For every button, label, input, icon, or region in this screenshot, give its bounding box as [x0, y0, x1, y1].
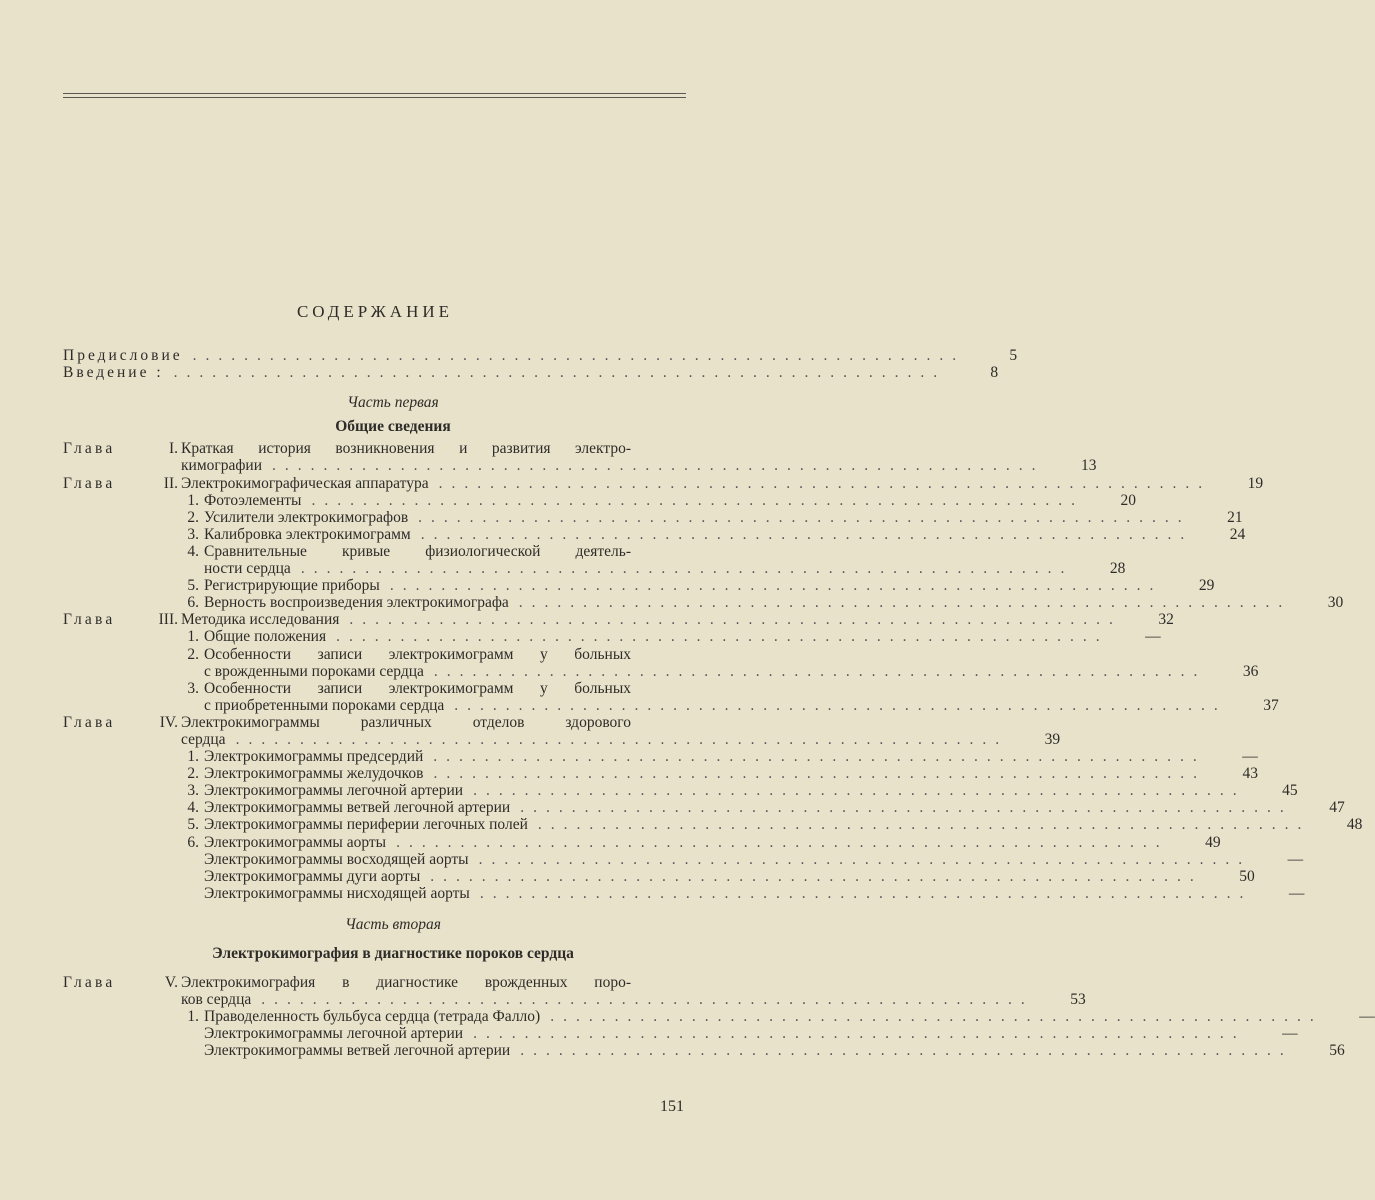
entry-title-text: Электрокимограммы различных отделов здорового [181, 713, 631, 731]
entry-title-text: Особенности записи электрокимограмм у больных [204, 645, 631, 663]
entry-title [204, 577, 1162, 594]
dot-leader: ............................................................ [479, 884, 1253, 902]
part-heading: Часть первая [347, 394, 439, 412]
toc-entry[interactable] [63, 1042, 1345, 1060]
toc-entry[interactable] [63, 850, 1304, 868]
chapter-label [63, 577, 130, 594]
entry-title [204, 868, 1203, 885]
entry-number: 1. [187, 1008, 199, 1026]
entry-title [204, 697, 1227, 714]
entry-title-text: кимографии [181, 457, 263, 475]
page-ref: 24 [1229, 525, 1246, 543]
entry-title-text: Праводеленность бульбуса сердца (тетрада Фалло) [204, 1008, 541, 1026]
page-ref: 20 [1120, 491, 1136, 509]
page-ref: 53 [1070, 991, 1086, 1009]
page-ref [631, 680, 683, 697]
entry-title-text: Электрокимограммы периферии легочных полей [204, 816, 528, 834]
toc-entry-line [63, 782, 1298, 800]
toc-entry[interactable] [63, 713, 1061, 748]
dot-leader: ............................................................ [336, 628, 1109, 646]
dot-leader: ............................................................ [518, 594, 1292, 612]
section-heading: Общие сведения [335, 418, 451, 436]
dot-leader: ............................................................ [473, 782, 1246, 800]
entry-title [181, 714, 631, 731]
page-ref: 39 [1044, 730, 1061, 748]
toc-entry-line [63, 1008, 1375, 1026]
toc-entry[interactable] [63, 679, 1279, 714]
entry-number: 4. [187, 542, 199, 560]
entry-title-text: Электрокимограммы предсердий [204, 748, 424, 766]
chapter-label [63, 885, 130, 902]
entry-title [204, 799, 1293, 816]
section-heading: Электрокимография в диагностике пороков сердца [212, 945, 574, 962]
entry-title-text: Верность воспроизведения электрокимографа [204, 594, 509, 612]
page-ref [631, 714, 683, 731]
toc-entry[interactable] [63, 799, 1345, 817]
dot-leader: ............................................................ [300, 560, 1074, 578]
page-ref: 19 [1247, 474, 1264, 492]
chapter-label [63, 492, 130, 509]
dot-leader: ............................................................ [192, 347, 966, 364]
entry-title [181, 731, 1008, 748]
entry-title [181, 475, 1211, 492]
toc-entry-line [63, 816, 1363, 834]
toc-entry[interactable] [63, 577, 1215, 595]
chapter-label: Глава [63, 440, 116, 458]
entry-title [204, 628, 1109, 645]
entry-number: 6. [187, 594, 199, 612]
entry-title [204, 782, 1246, 799]
chapter-label: Глава [63, 713, 116, 731]
toc-entry-line [63, 662, 1259, 680]
entry-title [181, 991, 1034, 1008]
toc-entry-line [63, 884, 1305, 902]
entry-number: IV. [159, 713, 178, 731]
toc-entry-line [63, 525, 1246, 543]
entry-title [181, 611, 1122, 628]
toc-entry-line [63, 560, 1126, 578]
toc-entry-line [63, 364, 999, 382]
chapter-label [63, 868, 130, 885]
entry-title-text: Электрокимограммы ветвей легочной артерии [204, 1042, 511, 1060]
entry-number: 5. [187, 577, 199, 595]
entry-title [204, 851, 1251, 868]
toc-entry[interactable] [63, 594, 1344, 612]
entry-title-text: Общие положения [204, 628, 327, 646]
dot-leader: ............................................................ [478, 850, 1252, 868]
dot-leader: ............................................................ [537, 816, 1311, 834]
dot-leader: ............................................................ [433, 748, 1206, 766]
entry-number: III. [158, 611, 178, 629]
entry-number: 3. [187, 525, 199, 543]
table-of-contents [63, 347, 1375, 1060]
toc-entry[interactable] [63, 1008, 1375, 1026]
toc-entry[interactable] [63, 347, 1018, 364]
chapter-label [63, 765, 130, 782]
entry-title-text: Электрокимограммы дуги аорты [204, 867, 421, 885]
entry-title-text: Методика исследования [181, 611, 340, 629]
page-ref: 47 [1329, 799, 1345, 817]
toc-entry[interactable] [63, 867, 1255, 885]
dot-leader: ............................................................ [438, 474, 1212, 492]
entry-title-text: Предисловие [63, 347, 183, 364]
page-ref [631, 974, 683, 991]
chapter-label [63, 799, 130, 816]
toc-entry-line [63, 474, 1264, 492]
page-ref: 36 [1242, 662, 1259, 680]
chapter-label [63, 628, 130, 645]
toc-entry-line [63, 867, 1255, 885]
chapter-label [63, 526, 130, 543]
page-ref: 29 [1198, 577, 1215, 595]
toc-entry[interactable] [63, 884, 1305, 902]
chapter-label [63, 1008, 130, 1025]
toc-entry[interactable] [63, 542, 1126, 578]
entry-title-text: Электрокимографическая аппаратура [181, 474, 429, 492]
toc-entry[interactable] [63, 782, 1298, 800]
toc-entry-line [63, 748, 1258, 766]
page-number: 151 [660, 1098, 684, 1115]
toc-entry[interactable] [63, 611, 1174, 629]
entry-title [204, 885, 1252, 902]
dot-leader: ............................................................ [418, 508, 1191, 526]
page-ref: — [1359, 1008, 1375, 1026]
entry-number: 2. [187, 645, 199, 663]
page-ref [631, 440, 683, 457]
page-ref: 30 [1327, 594, 1344, 612]
entry-title-text: Электрокимография в диагностике врожденных поро- [181, 974, 631, 992]
chapter-label [63, 748, 130, 765]
page-ref: 32 [1158, 611, 1174, 629]
page-ref: 8 [990, 364, 999, 382]
toc-entry-line [63, 696, 1279, 714]
toc-entry[interactable] [63, 765, 1258, 783]
chapter-label: Глава [63, 611, 116, 629]
toc-entry-line [63, 457, 1097, 475]
chapter-label [63, 834, 130, 851]
chapter-label [63, 1025, 130, 1042]
dot-leader: ............................................................ [454, 696, 1227, 714]
entry-number: 4. [187, 799, 199, 817]
page-ref [631, 646, 683, 663]
toc-entry[interactable] [63, 440, 1097, 475]
entry-number [130, 868, 204, 885]
page-ref: 5 [1009, 347, 1018, 364]
entry-title [204, 543, 631, 560]
entry-title [204, 646, 631, 663]
entry-number: I. [168, 440, 178, 458]
toc-entry-line [63, 543, 683, 560]
toc-entry-line [63, 680, 683, 697]
entry-title-text: ков сердца [181, 991, 252, 1009]
entry-title-text: сердца [181, 730, 226, 748]
dot-leader: ............................................................ [311, 491, 1084, 509]
entry-number [130, 885, 204, 902]
dot-leader: ............................................................ [433, 662, 1207, 680]
entry-title [204, 834, 1169, 851]
toc-entry[interactable] [63, 525, 1246, 543]
entry-number [130, 991, 181, 1008]
page-ref: 37 [1263, 696, 1279, 714]
entry-title [204, 680, 631, 697]
chapter-label: Глава [63, 974, 116, 992]
dot-leader: ............................................................ [520, 799, 1293, 817]
page-title: СОДЕРЖАНИЕ [296, 302, 454, 321]
toc-entry-line [63, 347, 1018, 364]
toc-entry-line [63, 991, 1086, 1009]
toc-entry[interactable] [63, 974, 1086, 1009]
entry-title-text: ности сердца [204, 560, 291, 578]
entry-number: 2. [187, 765, 199, 783]
entry-number: 3. [187, 679, 199, 697]
entry-number [130, 1042, 204, 1059]
toc-entry[interactable] [63, 628, 1161, 646]
entry-title-text: Электрокимограммы легочной артерии [204, 782, 464, 800]
toc-entry[interactable] [63, 833, 1221, 851]
page-ref: — [1288, 884, 1305, 902]
chapter-label [63, 594, 130, 611]
entry-title-text: с приобретенными пороками сердца [204, 696, 445, 714]
dot-leader: ............................................................ [396, 833, 1169, 851]
entry-title [204, 492, 1084, 509]
toc-entry-line [63, 799, 1345, 817]
entry-title [204, 594, 1291, 611]
chapter-label [63, 731, 130, 748]
chapter-label [63, 816, 130, 833]
dot-leader: ............................................................ [473, 1025, 1246, 1043]
entry-title-text: Электрокимограммы нисходящей аорты [204, 884, 470, 902]
part-heading: Часть вторая [345, 915, 441, 933]
page-ref: 45 [1282, 782, 1298, 800]
entry-title-text: с врожденными пороками сердца [204, 662, 424, 680]
entry-number [130, 663, 204, 680]
dot-leader: ............................................................ [433, 765, 1206, 783]
entry-title-text: Введение : [63, 364, 164, 382]
chapter-label [63, 543, 130, 560]
chapter-label [63, 663, 130, 680]
toc-entry[interactable] [63, 474, 1264, 492]
entry-title-text: Электрокимограммы легочной артерии [204, 1025, 464, 1043]
entry-number [130, 851, 204, 868]
entry-number [130, 731, 181, 748]
page-ref: 13 [1081, 457, 1097, 475]
chapter-label [63, 851, 130, 868]
entry-title [204, 663, 1206, 680]
page-ref: 56 [1329, 1042, 1345, 1060]
entry-title-text: Электрокимограммы желудочков [204, 765, 424, 783]
dot-leader: ............................................................ [389, 577, 1163, 595]
page-ref: 28 [1109, 560, 1126, 578]
entry-number [130, 457, 181, 474]
entry-title-text: Регистрирующие приборы [204, 577, 380, 595]
page-ref: — [1145, 628, 1161, 646]
entry-number: V. [164, 974, 178, 992]
chapter-label: Глава [63, 474, 116, 492]
toc-entry[interactable] [63, 1025, 1298, 1043]
entry-number: 6. [187, 833, 199, 851]
entry-title-text: Электрокимограммы ветвей легочной артерии [204, 799, 511, 817]
toc-entry-line [63, 508, 1243, 526]
toc-entry-line [63, 646, 683, 663]
chapter-label [63, 697, 130, 714]
chapter-label [63, 991, 130, 1008]
toc-entry-line [63, 833, 1221, 851]
entry-title-text: Электрокимограммы аорты [204, 833, 387, 851]
chapter-label [63, 560, 130, 577]
page-ref: — [1287, 850, 1304, 868]
entry-number: 1. [187, 491, 199, 509]
entry-title [204, 748, 1206, 765]
chapter-label [63, 509, 130, 526]
dot-leader: ............................................................ [430, 867, 1203, 885]
entry-title-text: Краткая история возникновения и развития электро- [181, 440, 631, 458]
dot-leader: ............................................................ [520, 1042, 1293, 1060]
dot-leader: ............................................................ [420, 525, 1194, 543]
entry-title [204, 1042, 1293, 1059]
toc-entry-line [63, 628, 1161, 646]
toc-entry-line [63, 850, 1304, 868]
page-ref: — [1242, 748, 1258, 766]
page-ref: 49 [1205, 833, 1221, 851]
entry-title [204, 560, 1073, 577]
page-ref: 50 [1239, 867, 1255, 885]
toc-entry-line [63, 714, 683, 731]
toc-entry-line [63, 730, 1061, 748]
toc-entry-line [63, 611, 1174, 629]
toc-entry[interactable] [63, 816, 1363, 834]
page-ref: 21 [1227, 508, 1243, 526]
entry-number: II. [163, 474, 178, 492]
entry-title [204, 509, 1191, 526]
entry-number: 5. [187, 816, 199, 834]
entry-title-text: Электрокимограммы восходящей аорты [204, 850, 469, 868]
entry-title-text: Усилители электрокимографов [204, 508, 409, 526]
entry-number: 2. [187, 508, 199, 526]
dot-leader: ............................................................ [173, 364, 947, 382]
entry-title [63, 347, 965, 364]
entry-title [181, 440, 631, 457]
dot-leader: ............................................................ [261, 991, 1034, 1009]
toc-entry[interactable] [63, 364, 999, 382]
entry-number: 1. [187, 748, 199, 766]
entry-number: 1. [187, 628, 199, 646]
dot-leader: ............................................................ [235, 730, 1009, 748]
entry-title [204, 1025, 1246, 1042]
dot-leader: ............................................................ [349, 611, 1122, 629]
toc-entry-line [63, 577, 1215, 595]
entry-title-text: Особенности записи электрокимограмм у больных [204, 679, 631, 697]
entry-title [204, 765, 1206, 782]
entry-number [130, 560, 204, 577]
entry-number: 3. [187, 782, 199, 800]
chapter-label [63, 1042, 130, 1059]
chapter-label [63, 457, 130, 474]
page-ref: 43 [1242, 765, 1258, 783]
chapter-label [63, 646, 130, 663]
page-ref: — [1282, 1025, 1298, 1043]
top-rule-second [63, 97, 686, 98]
dot-leader: ............................................................ [550, 1008, 1323, 1026]
page-ref [631, 543, 683, 560]
entry-title-text: Калибровка электрокимограмм [204, 525, 411, 543]
entry-title [204, 1008, 1323, 1025]
entry-title [63, 364, 946, 381]
chapter-label [63, 782, 130, 799]
toc-entry[interactable] [63, 508, 1243, 526]
entry-title [181, 457, 1045, 474]
entry-number [130, 697, 204, 714]
toc-entry-line [63, 765, 1258, 783]
entry-title [181, 974, 631, 991]
toc-entry-line [63, 1025, 1298, 1043]
entry-number [130, 1025, 204, 1042]
top-rule [63, 93, 686, 94]
toc-entry-line [63, 974, 683, 991]
dot-leader: ............................................................ [272, 457, 1045, 475]
entry-title-text: Фотоэлементы [204, 491, 302, 509]
toc-entry[interactable] [63, 645, 1259, 680]
toc-entry-line [63, 491, 1136, 509]
toc-entry-line [63, 440, 683, 457]
toc-entry-line [63, 594, 1344, 612]
entry-title [204, 526, 1193, 543]
entry-title [204, 816, 1310, 833]
toc-entry[interactable] [63, 748, 1258, 766]
toc-entry-line [63, 1042, 1345, 1060]
toc-entry[interactable] [63, 491, 1136, 509]
entry-title-text: Сравнительные кривые физиологической деятель- [204, 542, 631, 560]
page-ref: 48 [1346, 816, 1363, 834]
chapter-label [63, 680, 130, 697]
